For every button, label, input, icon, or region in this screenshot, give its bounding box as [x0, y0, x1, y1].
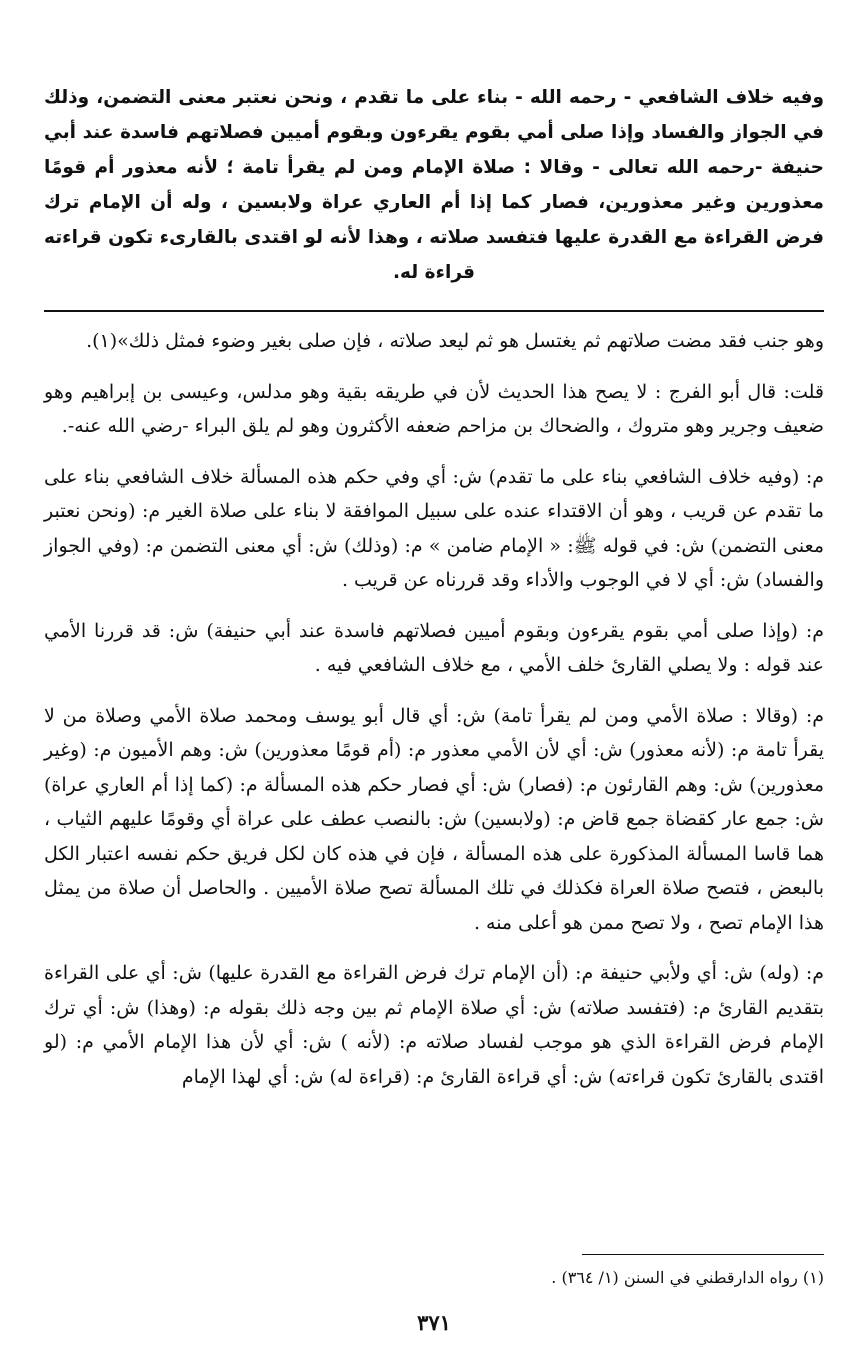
paragraph-commentary-1: م: (وفيه خلاف الشافعي بناء على ما تقدم) ش: أي وفي حكم هذه المسألة خلاف الشافعي بناء على ما تقدم عن قريب ، وهو أن الاقتداء عنده على سبيل الموافقة لا بناء على صلاة الغير م: (ونحن نعتبر معنى التضمن) ش: في قوله ﷺ: « الإمام ضامن » م: (وذلك) ش: أي معنى التضمن م: (وفي الجواز والفساد) ش: أي لا في الوجوب والأداء وقد قررناه عن قريب .: [44, 465, 824, 591]
section-divider: [44, 310, 824, 312]
footnote: (١) رواه الدارقطني في السنن (١/ ٣٦٤) .: [551, 1268, 824, 1287]
paragraph-commentary-2: م: (وإذا صلى أمي بقوم يقرءون وبقوم أميين فصلاتهم فاسدة عند أبي حنيفة) ش: قد قررنا الأمي عند قوله : ولا يصلي القارئ خلف الأمي ، مع خلاف الشافعي فيه .: [44, 619, 824, 676]
paragraph-commentary-3: م: (وقالا : صلاة الأمي ومن لم يقرأ تامة) ش: أي قال أبو يوسف ومحمد صلاة الأمي وصلاة من لا يقرأ تامة م: (لأنه معذور) ش: أي لأن الأمي معذور م: (أم قومًا معذورين) ش: وهم الأميون م: (وغير معذورين) ش: وهم القارئون م: (فصار) ش: أي فصار حكم هذه المسألة م: (كما إذا أم العاري عراة) ش: جمع عار كقضاة جمع قاض م: (ولابسين) ش: بالنصب عطف على عراة أي وقومًا عليهم الثياب ، هما قاسا المسألة المذكورة على هذه المسألة ، فإن في هذه كان لكل فريق حكم نفسه اعتبار الكل بالبعض ، فتصح صلاة العراة فكذلك في تلك المسألة تصح صلاة الأميين . والحاصل أن صلاة من يمثل هذا الإمام تصح ، ولا تصح ممن هو أعلى منه .: [44, 704, 824, 934]
matn-text: وفيه خلاف الشافعي - رحمه الله - بناء على ما تقدم ، ونحن نعتبر معنى التضمن، وذلك في الجواز والفساد وإذا صلى أمي بقوم يقرءون وبقوم أميين فصلاتهم فاسدة عند أبي حنيفة -رحمه الله تعالى - وقالا : صلاة الإمام ومن لم يقرأ تامة ؛ لأنه معذور أم قومًا معذورين وغير معذورين، فصار كما إذا أم العاري عراة ولابسين ، وله أن الإمام ترك فرض القراءة مع القدرة عليها فتفسد صلاته ، وهذا لأنه لو اقتدى بالقارىء تكون قراءته قراءة له.: [44, 87, 824, 283]
paragraph-commentary-4: م: (وله) ش: أي ولأبي حنيفة م: (أن الإمام ترك فرض القراءة مع القدرة عليها) ش: أي على القراءة بتقديم القارئ م: (فتفسد صلاته) ش: أي صلاة الإمام ثم بين وجه ذلك بقوله م: (وهذا) ش: أي ترك الإمام فرض القراءة الذي هو موجب لفساد صلاته م: (لأنه ) ش: أي لأن هذا الإمام الأمي م: (لو اقتدى بالقارئ تكون قراءته) ش: أي قراءة القارئ م: (قراءة له) ش: أي لهذا الإمام: [44, 962, 824, 1088]
page-number: ٣٧١: [417, 1310, 451, 1335]
paragraph-note: قلت: قال أبو الفرج : لا يصح هذا الحديث لأن في طريقه بقية وهو مدلس، وعيسى بن إبراهيم وهو ضعيف وجرير وهو متروك ، والضحاك بن مزاحم ضعفه الأكثرون وهو لم يلق البراء -رضي الله عنه-.: [44, 380, 824, 437]
commentary: [44, 324, 824, 1094]
paragraph-hadith-end: وهو جنب فقد مضت صلاتهم ثم يغتسل هو ثم ليعد صلاته ، فإن صلى بغير وضوء فمثل ذلك»(١).: [86, 330, 824, 352]
footnote-divider: [582, 1254, 824, 1255]
